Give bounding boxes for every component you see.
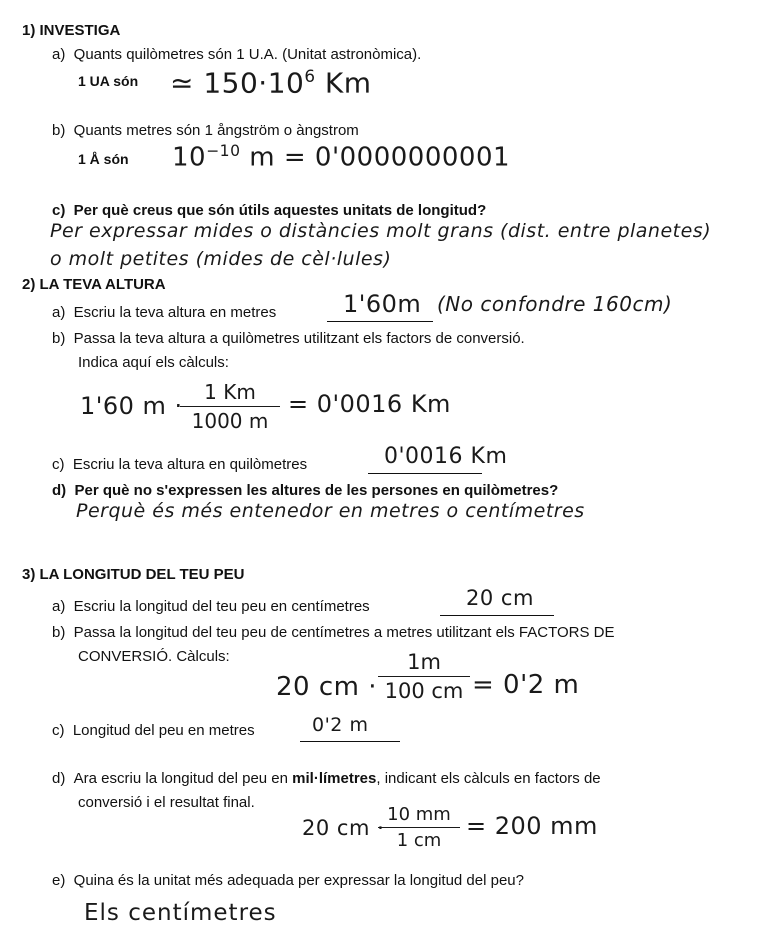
answer-3c-handwritten: 0'2 m (300, 714, 400, 742)
answer-1a-handwritten: ≃ $150\cdot 10^6$ Km (170, 66, 372, 100)
fraction-bar (378, 676, 470, 677)
answer-3e-handwritten: Els centímetres (84, 900, 277, 926)
section-2-title: 2) LA TEVA ALTURA (22, 276, 166, 293)
answer-2d-handwritten: Perquè és més entenedor en metres o centímetres (76, 500, 585, 522)
answer-2a-handwritten: 1'60m (327, 290, 433, 322)
answer-2a-note: (No confondre 160cm) (437, 292, 673, 316)
question-1a: a) Quants quilòmetres són 1 U.A. (Unitat astronòmica). (52, 46, 422, 63)
calc-3b-denominator: 100 cm (384, 679, 464, 703)
section-3-title: 3) LA LONGITUD DEL TEU PEU (22, 566, 245, 583)
calc-2b-result: = 0'0016 Km (288, 390, 451, 418)
calc-3b-fraction (378, 650, 470, 703)
answer-2c-handwritten: 0'0016 Km (368, 444, 482, 474)
calc-3d-lhs: 20 cm · (302, 816, 385, 840)
answer-1b-label: 1 Å són (78, 151, 129, 167)
answer-3a-handwritten: 20 cm (440, 586, 554, 616)
question-2b-line-2: Indica aquí els càlculs: (78, 354, 229, 371)
calc-2b-lhs: 1'60 m · (80, 392, 183, 420)
calc-2b-denominator: 1000 m (191, 409, 269, 433)
question-2d: d) Per què no s'expressen les altures de les persones en quilòmetres? (52, 482, 559, 499)
question-3a: a) Escriu la longitud del teu peu en centímetres (52, 598, 370, 615)
answer-1c-line-1: Per expressar mides o distàncies molt grans (dist. entre planetes) (50, 220, 712, 242)
question-1c: c) Per què creus que són útils aquestes unitats de longitud? (52, 202, 487, 219)
calc-3b-numerator: 1m (407, 650, 441, 674)
question-3b-line-2: CONVERSIÓ. Càlculs: (78, 648, 230, 665)
question-1b: b) Quants metres són 1 ångström o àngstrom (52, 122, 359, 139)
fraction-bar (180, 406, 280, 407)
answer-1a-label: 1 UA són (78, 73, 139, 89)
question-3e: e) Quina és la unitat més adequada per expressar la longitud del peu? (52, 872, 524, 889)
answer-1c-line-2: o molt petites (mides de cèl·lules) (50, 248, 392, 270)
calc-3d-fraction (378, 804, 460, 851)
answer-1b-handwritten: $10^{-10}$ m = 0'0000000001 (172, 142, 511, 173)
calc-2b-fraction (180, 380, 280, 433)
calc-3b-result: = 0'2 m (472, 670, 580, 700)
calc-3d-result: = 200 mm (466, 812, 598, 840)
fraction-bar (378, 827, 460, 828)
question-3c: c) Longitud del peu en metres (52, 722, 255, 739)
question-2a: a) Escriu la teva altura en metres (52, 304, 277, 321)
calc-3b-lhs: 20 cm · (276, 672, 377, 702)
calc-3d-denominator: 1 cm (396, 830, 442, 851)
question-2c: c) Escriu la teva altura en quilòmetres (52, 456, 308, 473)
question-3d-line-2: conversió i el resultat final. (78, 794, 255, 811)
calc-3d-numerator: 10 mm (387, 804, 451, 825)
question-3b: b) Passa la longitud del teu peu de centímetres a metres utilitzant els FACTORS DE (52, 624, 615, 641)
question-2b: b) Passa la teva altura a quilòmetres utilitzant els factors de conversió. (52, 330, 525, 347)
question-3d: d) Ara escriu la longitud del peu en mil·límetres, indicant els càlculs en factors de (52, 770, 601, 787)
section-1-title: 1) INVESTIGA (22, 22, 121, 39)
calc-2b-numerator: 1 Km (204, 380, 256, 404)
